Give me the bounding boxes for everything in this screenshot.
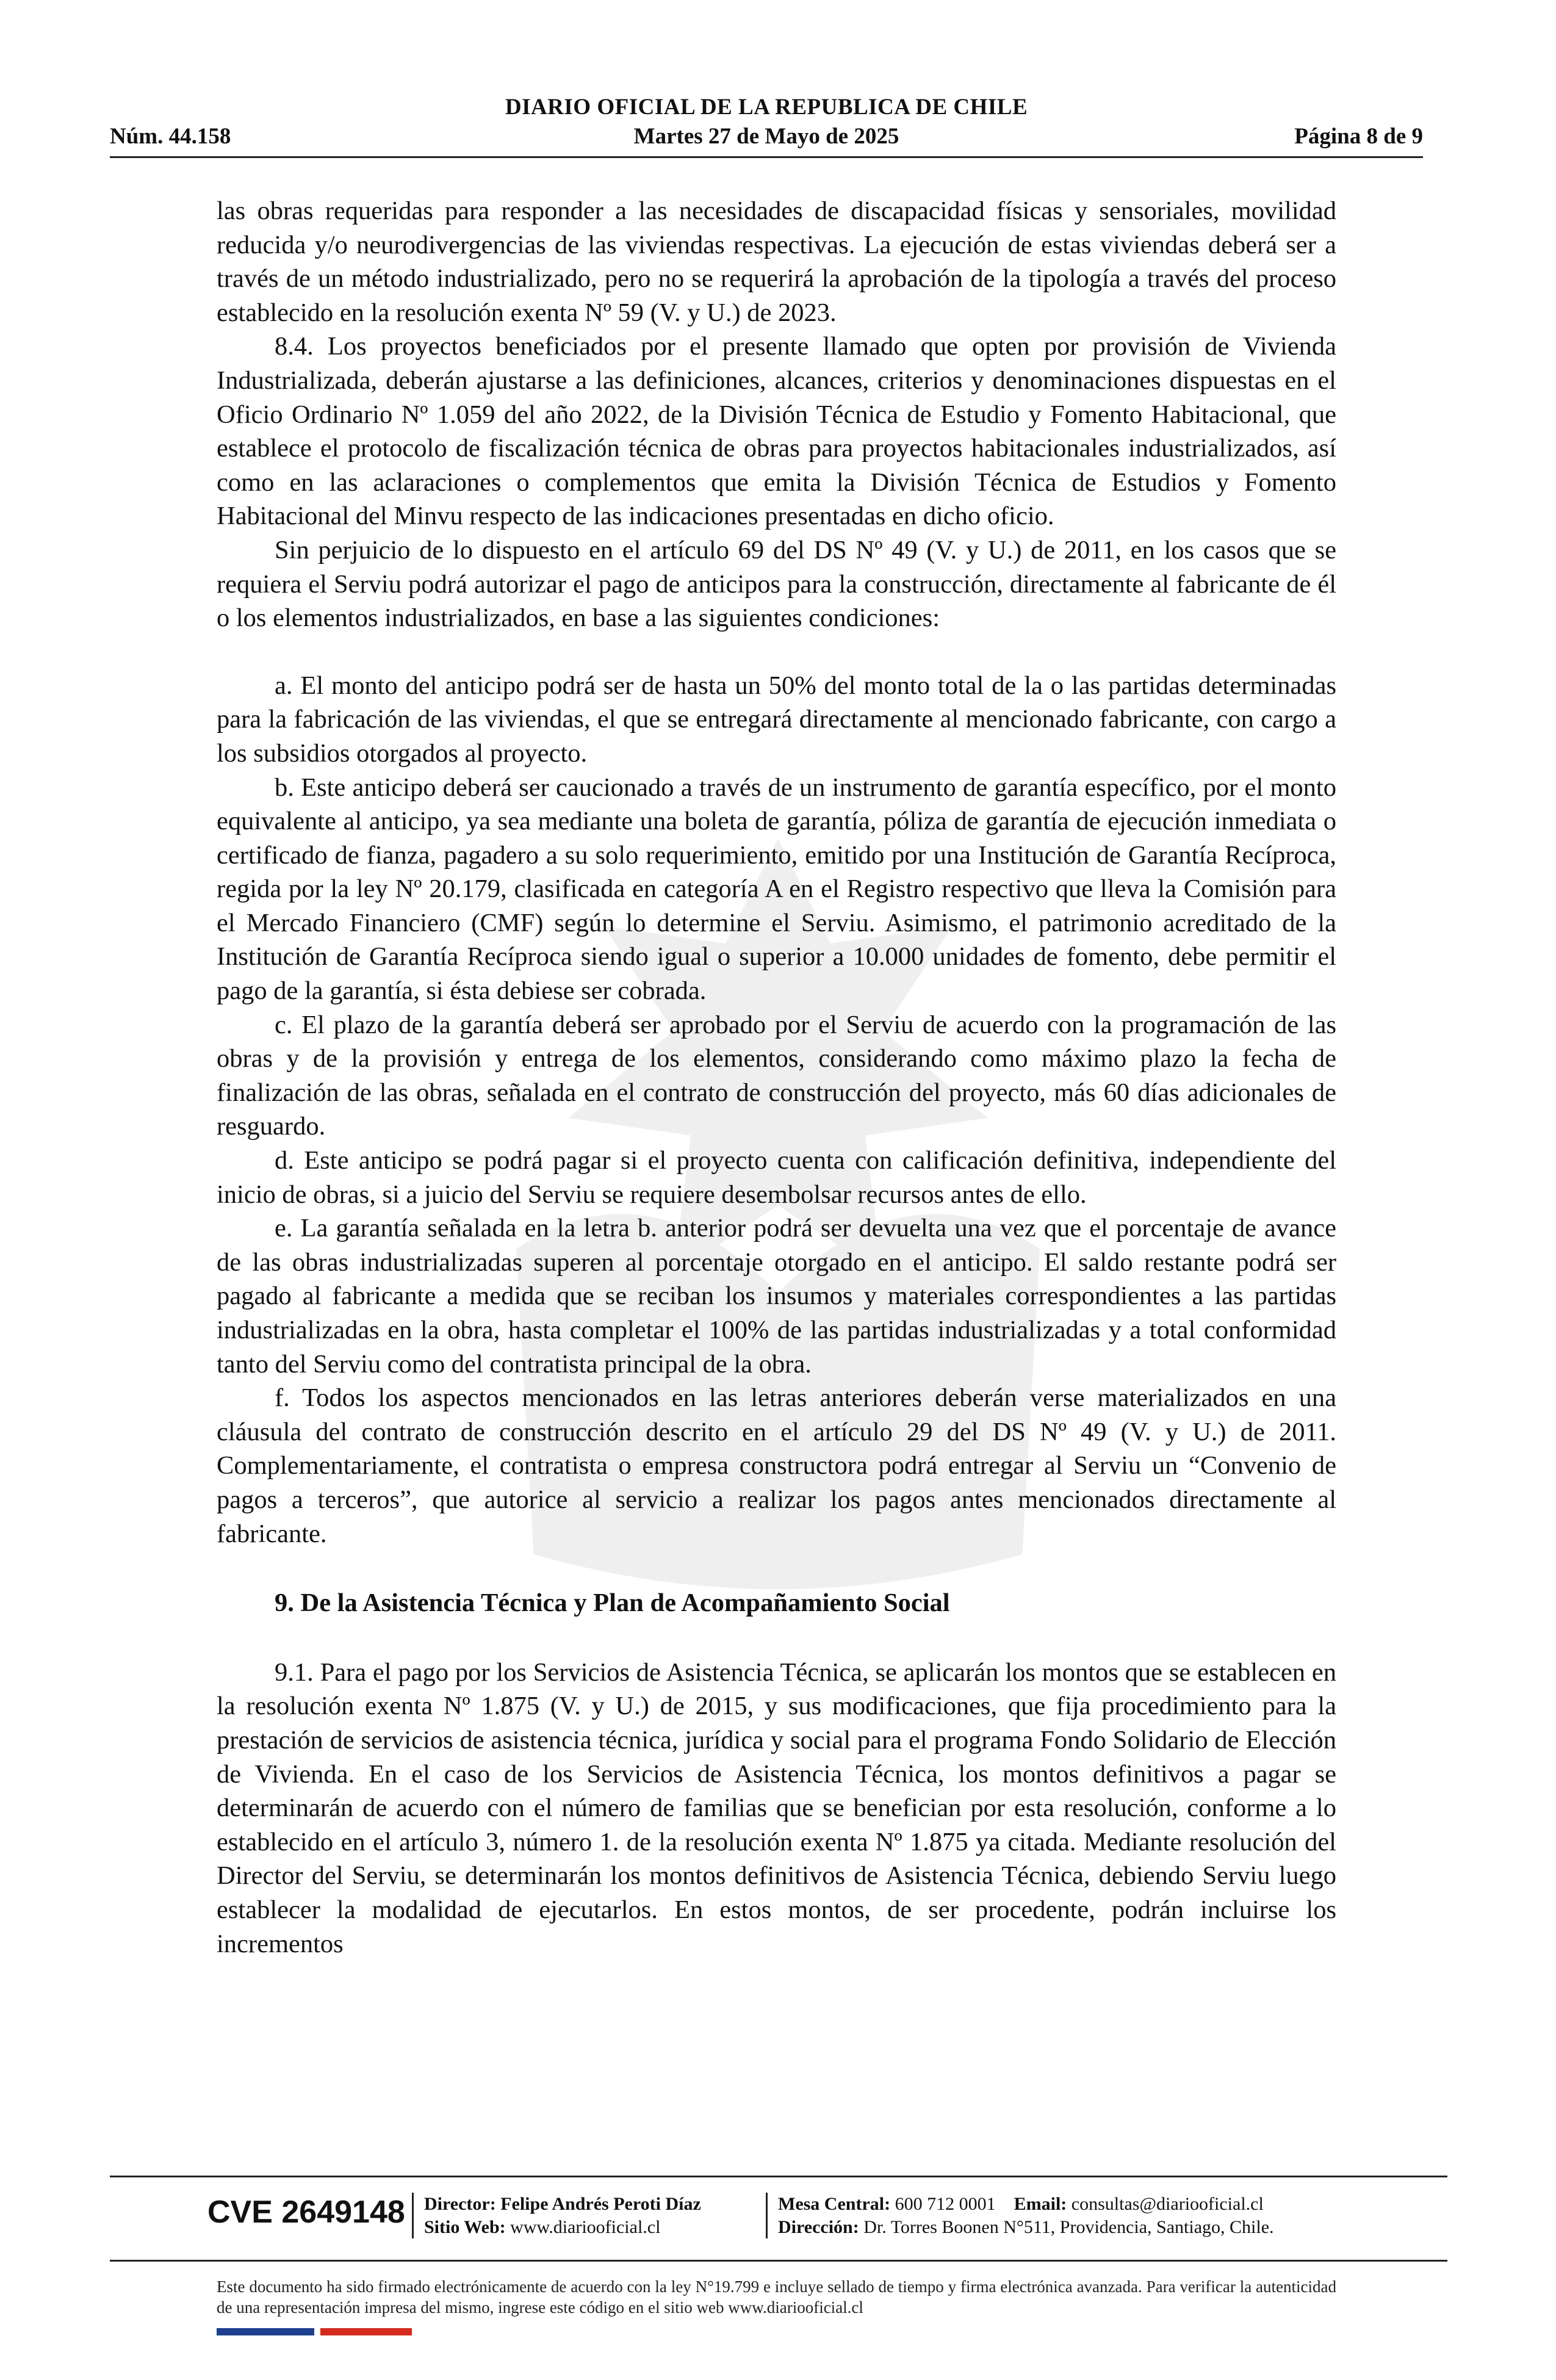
paragraph: 8.4. Los proyectos beneficiados por el presente llamado que opten por provisión de Vivienda Industrializada, deberán ajustarse a las definiciones, alcances, criterios y denominaciones dispuestas en el Oficio Ordinario Nº 1.059 del año 2022, de la División Técnica de Estudio y Fomento Habitacional, que establece el protocolo de fiscalización técnica de obras para proyectos habitacionales industrializados, así como en las aclaraciones o complementos que emita la División Técnica de Estudios y Fomento Habitacional del Minvu respecto de las indicaciones presentadas en dicho oficio.: [217, 332, 1336, 531]
cve-code: CVE 2649148: [207, 2194, 405, 2230]
footer-contact-right: [778, 2193, 1274, 2239]
page-footer: [110, 2176, 1447, 2359]
address-label: Dirección:: [778, 2217, 859, 2237]
document-body: [217, 194, 1336, 1961]
flag-white-segment: [314, 2328, 320, 2335]
paragraph: a. El monto del anticipo podrá ser de hasta un 50% del monto total de la o las partidas determinadas para la fabricación de las viviendas, el que se entregará directamente al mencionado fabricante, con cargo a los subsidios otorgados al proyecto.: [217, 671, 1336, 768]
issue-date: Martes 27 de Mayo de 2025: [633, 124, 899, 149]
chilean-flag-stripe: [217, 2328, 412, 2335]
director-label: Director:: [424, 2194, 496, 2214]
website-label: Sitio Web:: [424, 2217, 506, 2237]
legal-notice: Este documento ha sido firmado electrónicamente de acuerdo con la ley N°19.799 e incluye sellado de tiempo y firma electrónica avanzada. Para verificar la autenticidad de una representación impresa del mismo, ingrese este código en el sitio web www.diariooficial.cl: [217, 2277, 1336, 2317]
paragraph: las obras requeridas para responder a las necesidades de discapacidad físicas y sensoriales, movilidad reducida y/o neurodivergencias de las viviendas respectivas. La ejecución de estas viviendas deberá ser a través de un método industrializado, pero no se requerirá la aprobación de la tipología a través del proceso establecido en la resolución exenta Nº 59 (V. y U.) de 2023.: [217, 197, 1336, 327]
page-header: [110, 93, 1423, 160]
footer-contact-left: [424, 2193, 701, 2239]
section-heading: 9. De la Asistencia Técnica y Plan de Acompañamiento Social: [275, 1588, 950, 1618]
email-label: Email:: [1014, 2194, 1067, 2214]
address-value: Dr. Torres Boonen N°511, Providencia, Santiago, Chile.: [863, 2217, 1274, 2237]
flag-blue-segment: [217, 2328, 314, 2335]
paragraph: f. Todos los aspectos mencionados en las letras anteriores deberán verse materializados en una cláusula del contrato de construcción descrito en el artículo 29 del DS Nº 49 (V. y U.) de 2011. Complementariamente, el contratista o empresa constructora podrá entregar al Serviu un “Convenio de pagos a terceros”, que autorice al servicio a realizar los pagos antes mencionados directamente al fabricante.: [217, 1383, 1336, 1548]
paragraph: b. Este anticipo deberá ser caucionado a través de un instrumento de garantía específico, por el monto equivalente al anticipo, ya sea mediante una boleta de garantía, póliza de garantía de ejecución inmediata o certificado de fianza, pagadero a su solo requerimiento, emitido por una Institución de Garantía Recíproca, regida por la ley Nº 20.179, clasificada en categoría A en el Registro respectivo que lleva la Comisión para el Mercado Financiero (CMF) según lo determine el Serviu. Asimismo, el patrimonio acreditado de la Institución de Garantía Recíproca siendo igual o superior a 10.000 unidades de fomento, debe permitir el pago de la garantía, si ésta debiese ser cobrada.: [217, 773, 1336, 1006]
flag-red-segment: [320, 2328, 412, 2335]
footer-separator: [766, 2193, 768, 2238]
footer-separator: [412, 2193, 414, 2238]
issue-number: Núm. 44.158: [110, 124, 231, 149]
email-link[interactable]: consultas@diariooficial.cl: [1071, 2194, 1264, 2214]
header-divider: [110, 156, 1423, 158]
footer-divider: [110, 2260, 1447, 2262]
newspaper-title: DIARIO OFICIAL DE LA REPUBLICA DE CHILE: [505, 95, 1028, 120]
paragraph: 9.1. Para el pago por los Servicios de Asistencia Técnica, se aplicarán los montos que se establecen en la resolución exenta Nº 1.875 (V. y U.) de 2015, y sus modificaciones, que fija procedimiento para la prestación de servicios de asistencia técnica, jurídica y social para el programa Fondo Solidario de Elección de Vivienda. En el caso de los Servicios de Asistencia Técnica, los montos definitivos a pagar se determinarán de acuerdo con el número de familias que se benefician por esta resolución, conforme a lo establecido en el artículo 3, número 1. de la resolución exenta Nº 1.875 ya citada. Mediante resolución del Director del Serviu, se determinarán los montos definitivos de Asistencia Técnica, debiendo Serviu luego establecer la modalidad de ejecutarlos. En estos montos, de ser procedente, podrán incluirse los incrementos: [217, 1657, 1336, 1958]
website-link[interactable]: www.diariooficial.cl: [510, 2217, 661, 2237]
phone-value: 600 712 0001: [895, 2194, 996, 2214]
page-indicator: Página 8 de 9: [1294, 124, 1423, 149]
paragraph: d. Este anticipo se podrá pagar si el proyecto cuenta con calificación definitiva, independiente del inicio de obras, si a juicio del Serviu se requiere desembolsar recursos antes de ello.: [217, 1146, 1336, 1209]
paragraph: c. El plazo de la garantía deberá ser aprobado por el Serviu de acuerdo con la programación de las obras y de la provisión y entrega de los elementos, considerando como máximo plazo la fecha de finalización de las obras, señalada en el contrato de construcción del proyecto, más 60 días adicionales de resguardo.: [217, 1010, 1336, 1141]
director-name: Felipe Andrés Peroti Díaz: [500, 2194, 701, 2214]
phone-label: Mesa Central:: [778, 2194, 891, 2214]
paragraph: Sin perjuicio de lo dispuesto en el artículo 69 del DS Nº 49 (V. y U.) de 2011, en los casos que se requiera el Serviu podrá autorizar el pago de anticipos para la construcción, directamente al fabricante de él o los elementos industrializados, en base a las siguientes condiciones:: [217, 535, 1336, 633]
footer-divider: [110, 2176, 1447, 2177]
paragraph: e. La garantía señalada en la letra b. anterior podrá ser devuelta una vez que el porcentaje de avance de las obras industrializadas superen al porcentaje otorgado en el anticipo. El saldo restante podrá ser pagado al fabricante a medida que se reciban los insumos y materiales correspondientes a las partidas industrializadas en la obra, hasta completar el 100% de las partidas industrializadas y a total conformidad tanto del Serviu como del contratista principal de la obra.: [217, 1214, 1336, 1379]
